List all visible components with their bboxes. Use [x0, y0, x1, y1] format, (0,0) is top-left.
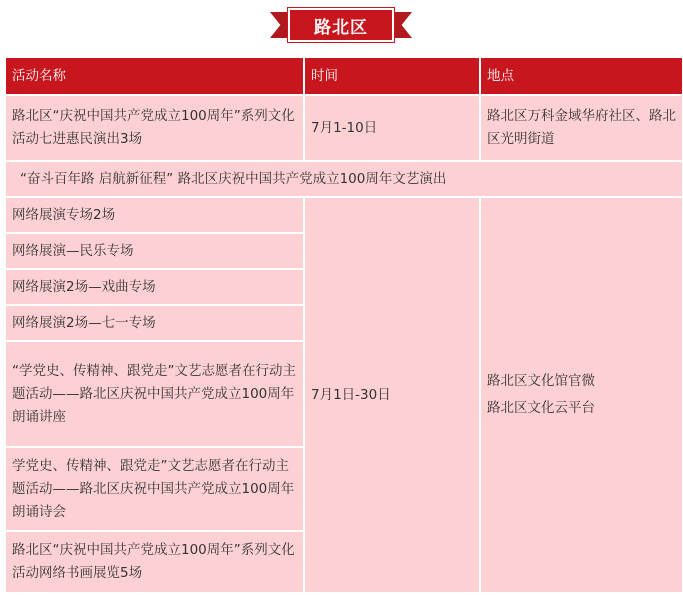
activity-name-cell: 网络展演专场2场	[6, 198, 303, 232]
table-header-row	[6, 58, 682, 94]
group-place-cell	[481, 198, 682, 592]
activity-name-cell: 路北区“庆祝中国共产党成立100周年”系列文化活动网络书画展览5场	[6, 532, 303, 592]
header-activity-name: 活动名称	[6, 58, 303, 94]
activity-name-cell: 网络展演2场—戏曲专场	[6, 270, 303, 304]
table-row	[6, 96, 682, 160]
time-cell: 7月1-10日	[305, 96, 479, 160]
activity-name-cell: 网络展演—民乐专场	[6, 234, 303, 268]
place-line: 路北区文化馆官微	[487, 373, 595, 389]
header-time: 时间	[305, 58, 479, 94]
activity-name-cell: “学党史、传精神、跟党走”文艺志愿者在行动主题活动——路北区庆祝中国共产党成立100周年朗诵讲座	[6, 342, 303, 446]
place-cell: 路北区万科金域华府社区、路北区光明街道	[481, 96, 682, 160]
banner-cell: “奋斗百年路 启航新征程” 路北区庆祝中国共产党成立100周年文艺演出	[6, 162, 682, 196]
activity-table	[4, 56, 683, 594]
ribbon-body	[288, 8, 394, 42]
table-row	[6, 198, 682, 232]
activity-name-cell: 学党史、传精神、跟党走”文艺志愿者在行动主题活动——路北区庆祝中国共产党成立100周年朗诵诗会	[6, 448, 303, 530]
header-place: 地点	[481, 58, 682, 94]
place-line: 路北区文化云平台	[487, 400, 595, 416]
activity-name-cell: 路北区“庆祝中国共产党成立100周年”系列文化活动七进惠民演出3场	[6, 96, 303, 160]
banner-row	[6, 162, 682, 196]
activity-name-cell: 网络展演2场—七一专场	[6, 306, 303, 340]
group-time-cell: 7月1日-30日	[305, 198, 479, 592]
title-ribbon	[270, 8, 412, 42]
page-title: 路北区	[314, 17, 368, 38]
